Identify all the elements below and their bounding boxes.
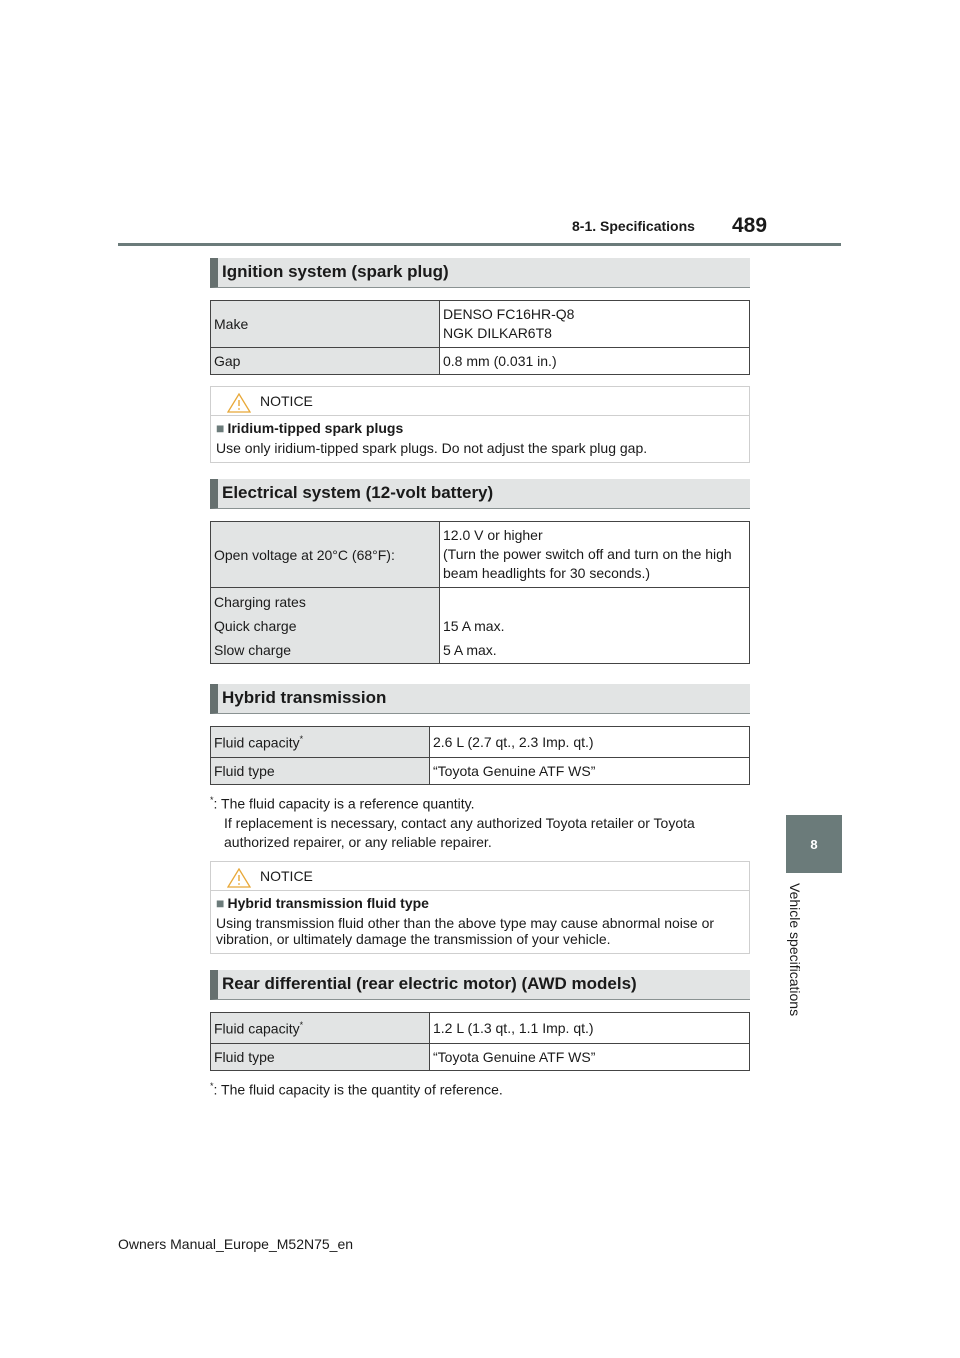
warning-triangle-icon bbox=[227, 868, 251, 888]
hybrid-heading: Hybrid transmission bbox=[210, 684, 750, 714]
table-row bbox=[211, 1013, 750, 1044]
charging-label: Charging rates bbox=[214, 593, 306, 610]
footnote-line: authorized repairer, or any reliable repairer. bbox=[224, 833, 492, 850]
rear-type-label: Fluid type bbox=[211, 1044, 430, 1071]
slow-charge-label: Slow charge bbox=[214, 641, 292, 658]
rear-capacity-value: 1.2 L (1.3 qt., 1.1 Imp. qt.) bbox=[430, 1013, 750, 1044]
footnote-marker: * bbox=[210, 1081, 214, 1091]
hybrid-footnote bbox=[210, 791, 750, 852]
bullet-square-icon: ■ bbox=[216, 420, 225, 436]
footnote-line: If replacement is necessary, contact any authorized Toyota retailer or Toyota bbox=[224, 814, 695, 831]
notice-header bbox=[211, 862, 749, 891]
make-value-line: NGK DILKAR6T8 bbox=[443, 325, 552, 341]
chapter-number: 8 bbox=[810, 836, 818, 852]
charging-values bbox=[440, 588, 750, 664]
page-number: 489 bbox=[732, 214, 768, 237]
table-row bbox=[211, 727, 750, 758]
header-rule bbox=[118, 243, 841, 246]
table-row bbox=[211, 348, 750, 375]
table-row bbox=[211, 758, 750, 785]
notice-text: Using transmission fluid other than the above type may cause abnormal noise or bbox=[216, 915, 715, 931]
rear-table bbox=[210, 1012, 750, 1071]
footer-label: Owners Manual_Europe_M52N75_en bbox=[118, 1236, 354, 1252]
hybrid-capacity-label-text: Fluid capacity bbox=[214, 734, 300, 751]
voltage-value-line: beam headlights for 30 seconds.) bbox=[443, 565, 651, 581]
make-value bbox=[440, 301, 750, 348]
footnote-line: : The fluid capacity is a reference quantity. bbox=[213, 795, 475, 812]
voltage-value bbox=[440, 522, 750, 588]
gap-value: 0.8 mm (0.031 in.) bbox=[440, 348, 750, 375]
slow-charge-value: 5 A max. bbox=[443, 641, 497, 658]
notice-box bbox=[210, 861, 750, 954]
section-title: 8-1. Specifications bbox=[572, 218, 695, 234]
hybrid-type-value: “Toyota Genuine ATF WS” bbox=[430, 758, 750, 785]
rear-footnote bbox=[210, 1077, 750, 1100]
notice-text: vibration, or ultimately damage the transmission of your vehicle. bbox=[216, 931, 611, 947]
warning-triangle-icon bbox=[227, 393, 251, 413]
charging-labels bbox=[211, 588, 440, 664]
notice-body bbox=[211, 416, 749, 464]
hybrid-table bbox=[210, 726, 750, 785]
voltage-value-line: (Turn the power switch off and turn on the high bbox=[443, 546, 732, 562]
gap-label: Gap bbox=[211, 348, 440, 375]
notice-title bbox=[216, 420, 744, 436]
table-row bbox=[211, 1044, 750, 1071]
notice-text: Use only iridium-tipped spark plugs. Do not adjust the spark plug gap. bbox=[216, 440, 648, 456]
notice-box bbox=[210, 386, 750, 463]
notice-title-text: Hybrid transmission fluid type bbox=[227, 895, 429, 911]
quick-charge-value: 15 A max. bbox=[443, 617, 505, 634]
bullet-square-icon: ■ bbox=[216, 895, 225, 911]
electrical-table bbox=[210, 521, 750, 664]
hybrid-capacity-label bbox=[211, 727, 430, 758]
ignition-heading: Ignition system (spark plug) bbox=[210, 258, 750, 288]
notice-title bbox=[216, 895, 744, 911]
rear-capacity-label-text: Fluid capacity bbox=[214, 1020, 300, 1037]
voltage-value-line: 12.0 V or higher bbox=[443, 527, 543, 543]
notice-label: NOTICE bbox=[260, 868, 313, 884]
rear-type-value: “Toyota Genuine ATF WS” bbox=[430, 1044, 750, 1071]
make-value-line: DENSO FC16HR-Q8 bbox=[443, 306, 575, 322]
table-row bbox=[211, 522, 750, 588]
electrical-heading: Electrical system (12-volt battery) bbox=[210, 479, 750, 509]
quick-charge-label: Quick charge bbox=[214, 617, 297, 634]
notice-title-text: Iridium-tipped spark plugs bbox=[227, 420, 404, 436]
hybrid-type-label: Fluid type bbox=[211, 758, 430, 785]
notice-body bbox=[211, 891, 749, 955]
make-label: Make bbox=[211, 301, 440, 348]
rear-capacity-label bbox=[211, 1013, 430, 1044]
chapter-side-label bbox=[784, 883, 808, 1031]
table-row bbox=[211, 588, 750, 664]
rear-heading: Rear differential (rear electric motor) (AWD models) bbox=[210, 970, 750, 1000]
chapter-title: Vehicle specifications bbox=[787, 883, 803, 1017]
ignition-table bbox=[210, 300, 750, 375]
footnote-line: : The fluid capacity is the quantity of reference. bbox=[213, 1081, 503, 1098]
chapter-tab bbox=[786, 815, 842, 873]
voltage-label: Open voltage at 20°C (68°F): bbox=[211, 522, 440, 588]
hybrid-capacity-value: 2.6 L (2.7 qt., 2.3 Imp. qt.) bbox=[430, 727, 750, 758]
footnote-marker: * bbox=[299, 733, 304, 744]
footnote-marker: * bbox=[210, 795, 214, 805]
table-row bbox=[211, 301, 750, 348]
footnote-marker: * bbox=[299, 1019, 304, 1030]
notice-label: NOTICE bbox=[260, 393, 313, 409]
notice-header bbox=[211, 387, 749, 416]
